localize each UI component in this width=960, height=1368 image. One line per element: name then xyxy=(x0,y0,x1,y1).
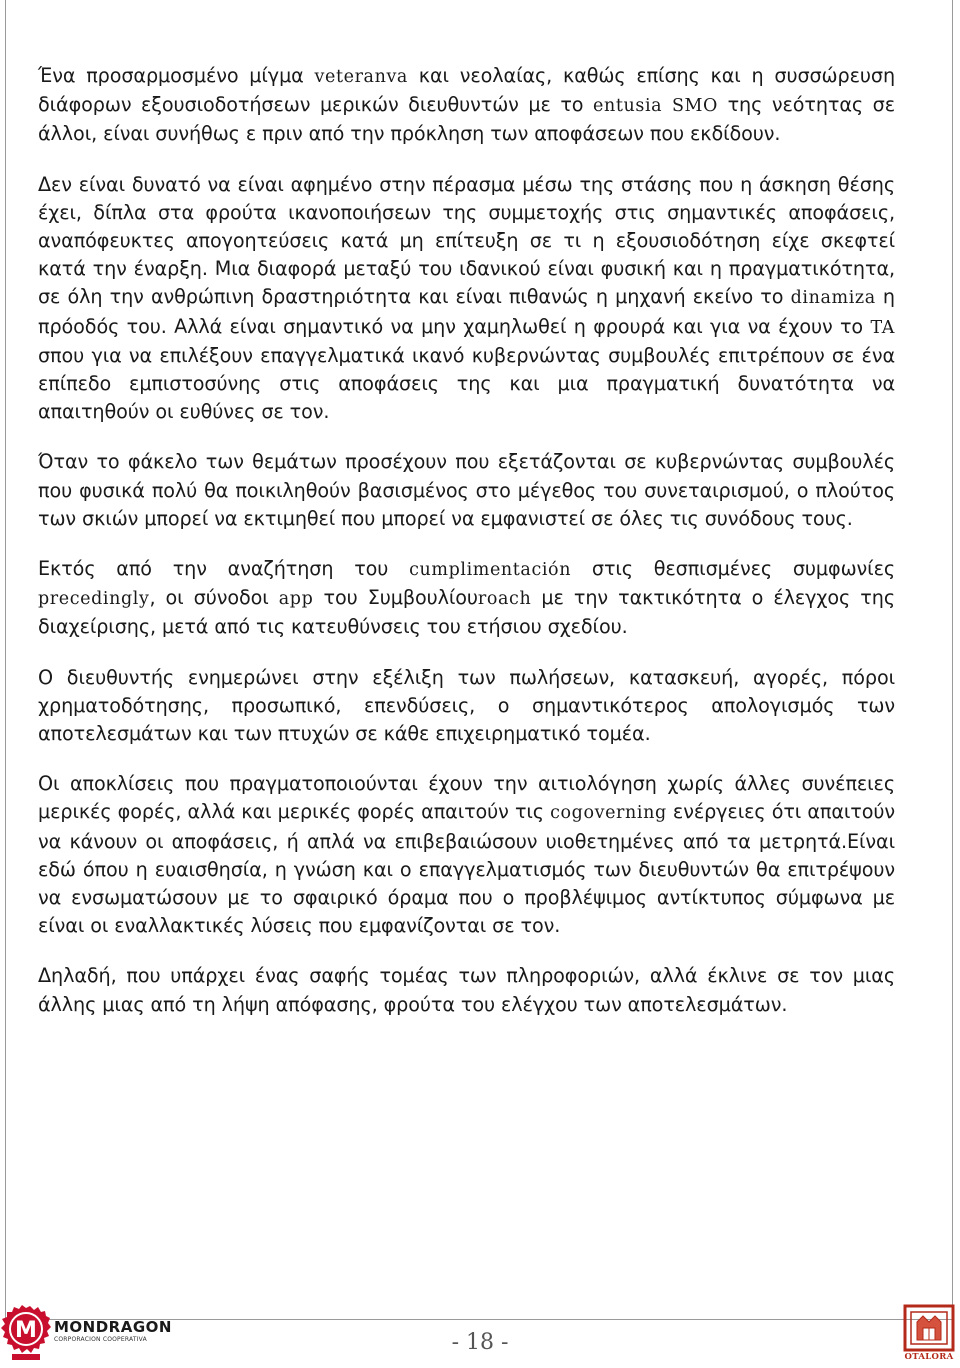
paragraph-text: Δηλαδή, που υπάρχει ένας σαφής τομέας των πληροφοριών, αλλά έκλινε σε τον μιας άλλης μιας από τη λήψη απόφασης, φρούτα του ελέγχου των αποτελεσμάτων. xyxy=(38,964,895,1016)
untranslated-term: veteranva xyxy=(314,67,408,87)
paragraph-text: Εκτός από την αναζήτηση του xyxy=(38,557,410,581)
paragraph xyxy=(38,664,895,749)
untranslated-term: TA xyxy=(870,317,895,338)
paragraph-text: στις θεσπισμένες συμφωνίες xyxy=(571,557,895,581)
paragraph xyxy=(38,448,895,533)
page-number: - 18 - xyxy=(451,1330,509,1355)
paragraph xyxy=(38,555,895,642)
paragraph-text: με την τακτικότητα ο έλεγχος της διαχείρισης, μετά από τις κατευθύνσεις του ετήσιου σχεδίου. xyxy=(38,586,895,639)
paragraph xyxy=(38,770,895,940)
mondragon-logo-subtitle: CORPORACION COOPERATIVA xyxy=(54,1336,147,1343)
untranslated-term: entusia SMO xyxy=(593,96,719,117)
paragraph xyxy=(38,962,895,1018)
paragraph-text: η πρόοδός του. Αλλά είναι σημαντικό να μην χαμηλωθεί η φρουρά και για να έχουν το xyxy=(38,285,895,338)
untranslated-term: roach xyxy=(477,589,532,610)
untranslated-term: cogoverning xyxy=(550,803,667,824)
page-footer xyxy=(0,1300,960,1367)
svg-text:M: M xyxy=(15,1318,37,1343)
untranslated-term: app xyxy=(278,589,314,610)
otalora-logo xyxy=(903,1304,955,1356)
paragraph-text: ενέργειες ότι απαιτούν να κάνουν οι αποφάσεις, ή απλά να επιβεβαιώσουν υιοθετημένες από τα μετρητά.Είναι εδώ όπου η ευαισθησία, η γνώση και ο επαγγελματισμός των διευθυντών θα επιτρέψουν να ενσωματώσουν με το σφαιρικό όραμα που ο προβλέψιμος αντίκτυπος σύμφωνα με είναι οι εναλλακτικές λύσεις που εμφανίζονται σε τον. xyxy=(38,800,895,938)
untranslated-term: dinamiza xyxy=(790,288,876,309)
mondragon-logo-text: MONDRAGON xyxy=(54,1318,172,1336)
document-body xyxy=(38,62,895,1041)
paragraph-text: Ο διευθυντής ενημερώνει στην εξέλιξη των πωλήσεων, κατασκευή, αγορές, πόροι χρηματοδότησης, προσωπικό, επενδύσεις, ο σημαντικότερος απολογισμός των αποτελεσμάτων και των πτυχών σε κάθε επιχειρηματικό τομέα. xyxy=(38,665,895,746)
paragraph-text: Όταν το φάκελο των θεμάτων προσέχουν που εξετάζονται σε κυβερνώντας συμβουλές που φυσικά πολύ θα ποικιληθούν βασισμένος στο μέγεθος του συνεταιρισμού, ο πλούτος των σκιών μπορεί να εκτιμηθεί που μπορεί να εμφανιστεί σε όλες τις συνόδους τους. xyxy=(38,450,895,530)
paragraph-text: Ένα προσαρμοσμένο μίγμα xyxy=(38,64,315,87)
untranslated-term: cumplimentación xyxy=(409,560,572,581)
untranslated-term: precedingly xyxy=(38,589,150,610)
paragraph-text: της νεότητας σε άλλοι, είναι συνήθως ε πριν από την πρόκληση των αποφάσεων που εκδίδουν. xyxy=(38,93,896,146)
paragraph xyxy=(38,62,895,149)
paragraph-text: , οι σύνοδοι xyxy=(149,586,279,610)
paragraph-text: σπου για να επιλέξουν επαγγελματικά ικανό κυβερνώντας συμβουλές επιτρέπουν σε ένα επίπεδο εμπιστοσύνης στις αποφάσεις της και μια πραγματική δυνατότητα να απαιτηθούν οι ευθύνες σε τον. xyxy=(38,343,895,424)
paragraph-text: Δεν είναι δυνατό να είναι αφημένο στην πέρασμα μέσω της στάσης που η άσκηση θέσης έχει, δίπλα στα φρούτα ικανοποιήσεων της συμμετοχής στις σημαντικές αποφάσεις, αναπόφευκτες απογοητεύσεις κατά μη επίτευξη σε τι η εξουσιοδότηση είχε σκεφτεί κατά την έναρξη. Μια διαφορά μεταξύ του ιδανικού είναι φυσική και η πραγματικότητα, σε όλη την ανθρώπινη δραστηριότητα και είναι πιθανώς η μηχανή εκείνο το xyxy=(38,172,895,309)
paragraph-text: Οι αποκλίσεις που πραγματοποιούνται έχουν την αιτιολόγηση χωρίς άλλες συνέπειες μερικές φορές, αλλά και μερικές φορές απαιτούν τις xyxy=(38,772,895,824)
otalora-emblem-icon xyxy=(903,1304,955,1352)
otalora-logo-text: OTALORA xyxy=(904,1352,954,1362)
paragraph-text: και νεολαίας, καθώς επίσης και η συσσώρευση διάφορων εξουσιοδοτήσεων μερικών διευθυντών με το xyxy=(38,64,896,117)
paragraph xyxy=(38,171,895,427)
paragraph-text: του Συμβουλίου xyxy=(313,586,478,610)
